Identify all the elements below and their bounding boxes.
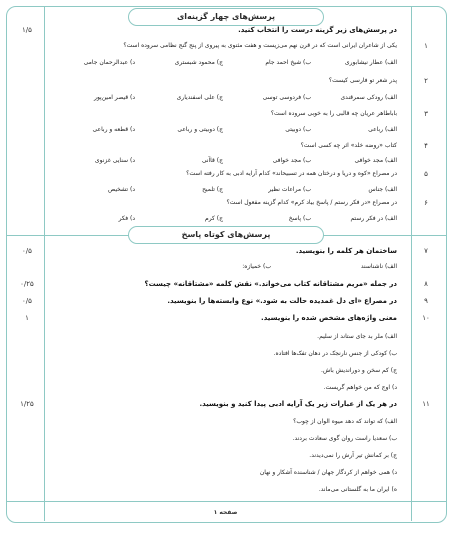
option-d: د) قیصر امین‌پور — [94, 94, 135, 101]
question-number: ۶ — [424, 199, 428, 207]
option-d: د) عبدالرحمان جامی — [83, 59, 135, 66]
option-b: ب) دوبیتی — [285, 126, 311, 133]
question-stem: پدر شعر تو فارسی کیست؟ — [328, 77, 397, 84]
option-b: ب) مجد خوافی — [272, 157, 311, 164]
question-stem: یکی از شاعران ایرانی است که در قرن نهم می‌زیست و هفت مثنوی به پیروی از پنج گنج نظامی سروده است؟ — [123, 42, 397, 49]
answer-line: ب) خمیازه: — [242, 263, 271, 270]
question-stem: باباطاهر عریان چه قالبی را به خوبی سروده است؟ — [270, 110, 397, 117]
score-column-divider — [44, 6, 45, 521]
answer-line: د) اوج که من خواهم گریست. — [323, 384, 397, 391]
question-stem: ساختمان هر کلمه را بنویسید. — [295, 247, 397, 255]
option-c: ج) قاآنی — [201, 157, 223, 164]
question-score: ۰/۵ — [22, 247, 32, 255]
option-b: ب) فردوسی توسی — [262, 94, 311, 101]
option-c: ج) علی اسفندیاری — [176, 94, 223, 101]
answer-line: الف) که تواند که دهد میوه الوان از چوب؟ — [293, 418, 397, 425]
mc-score: ۱/۵ — [22, 26, 32, 34]
mc-intro: در پرسش‌های زیر گزینه درست را انتخاب کنید. — [238, 26, 397, 34]
question-score: ۱/۲۵ — [20, 400, 34, 408]
question-stem: در مصراع «در فکر رستم / پاسخ بیاد کرم» کدام گزینه مفعول است؟ — [226, 199, 397, 206]
option-c: ج) محمود شبستری — [174, 59, 223, 66]
answer-line: ج) بر کمانش تیر آرش را نمی‌دیدند. — [309, 452, 397, 459]
option-d: د) فکر — [118, 215, 135, 222]
option-d: د) قطعه و رباعی — [92, 126, 135, 133]
question-score: ۰/۲۵ — [20, 280, 34, 288]
option-c: ج) تلمیح — [202, 186, 223, 193]
answer-line: ج) کم سخن و دوراندیش باش. — [321, 367, 397, 374]
question-stem: در جمله «مریم مشتاقانه کتاب می‌خواند.» نقش کلمه «مشتاقانه» چیست؟ — [144, 280, 397, 288]
multiple-choice-title: پرسش‌های چهار گزینه‌ای — [128, 8, 324, 26]
answer-line: الف) ناشناسند — [360, 263, 397, 270]
question-score: ۰/۵ — [22, 297, 32, 305]
question-number: ۷ — [424, 247, 428, 255]
question-stem: معنی واژه‌های مشخص شده را بنویسید. — [261, 314, 397, 322]
answer-line: ه) ایران ما به گلستانی می‌ماند. — [318, 486, 397, 493]
option-d: د) سنایی غزنوی — [94, 157, 135, 164]
short-answer-title: پرسش‌های کوتاه پاسخ — [128, 226, 324, 244]
option-a: الف) رباعی — [368, 126, 397, 133]
option-a: الف) در فکر رستم — [350, 215, 397, 222]
question-number: ۸ — [424, 280, 428, 288]
option-b: ب) پاسخ — [288, 215, 311, 222]
question-stem: در هر یک از عبارات زیر یک آرایه ادبی پیدا کنید و بنویسید. — [199, 400, 397, 408]
page-number: صفحه ۱ — [213, 509, 238, 516]
question-number: ۵ — [424, 170, 428, 178]
footer-divider — [7, 501, 446, 502]
option-a: الف) رودکی سمرقندی — [340, 94, 397, 101]
question-number: ۱۰ — [422, 314, 430, 322]
number-column-divider — [411, 6, 412, 521]
question-stem: در مصراع «ای دل غمدیده حالت به شود.» نوع وابسته‌ها را بنویسید. — [167, 297, 397, 305]
question-number: ۳ — [424, 110, 428, 118]
question-score: ۱ — [25, 314, 29, 322]
question-stem: در مصراع «کوه و دریا و درختان همه در تسبیحاند» کدام آرایه ادبی به کار رفته است؟ — [186, 170, 397, 177]
option-d: د) تشخیص — [108, 186, 135, 193]
question-number: ۴ — [424, 142, 428, 150]
option-a: الف) مجد خوافی — [354, 157, 397, 164]
option-c: ج) دوبیتی و رباعی — [177, 126, 223, 133]
option-b: ب) مراعات نظیر — [268, 186, 311, 193]
question-number: ۹ — [424, 297, 428, 305]
answer-line: ب) کودکی از جنس نارنجک در دهان تفک‌ها افتاده. — [273, 350, 397, 357]
question-number: ۱ — [424, 42, 428, 50]
option-c: ج) کرم — [204, 215, 223, 222]
question-stem: کتاب «روضه خلد» اثر چه کسی است؟ — [300, 142, 397, 149]
answer-line: ب) سعدیا راست روان گوی سعادت بردند. — [292, 435, 397, 442]
answer-line: الف) ملر بد جای ستاند از سلیم. — [317, 333, 397, 340]
question-number: ۲ — [424, 77, 428, 85]
option-a: الف) عطار نیشابوری — [344, 59, 397, 66]
answer-line: د) همی خواهم از کردگار جهان / شناسنده آشکار و نهان — [259, 469, 397, 476]
option-a: الف) جناس — [368, 186, 397, 193]
option-b: ب) شیخ احمد جام — [265, 59, 311, 66]
question-number: ۱۱ — [422, 400, 430, 408]
